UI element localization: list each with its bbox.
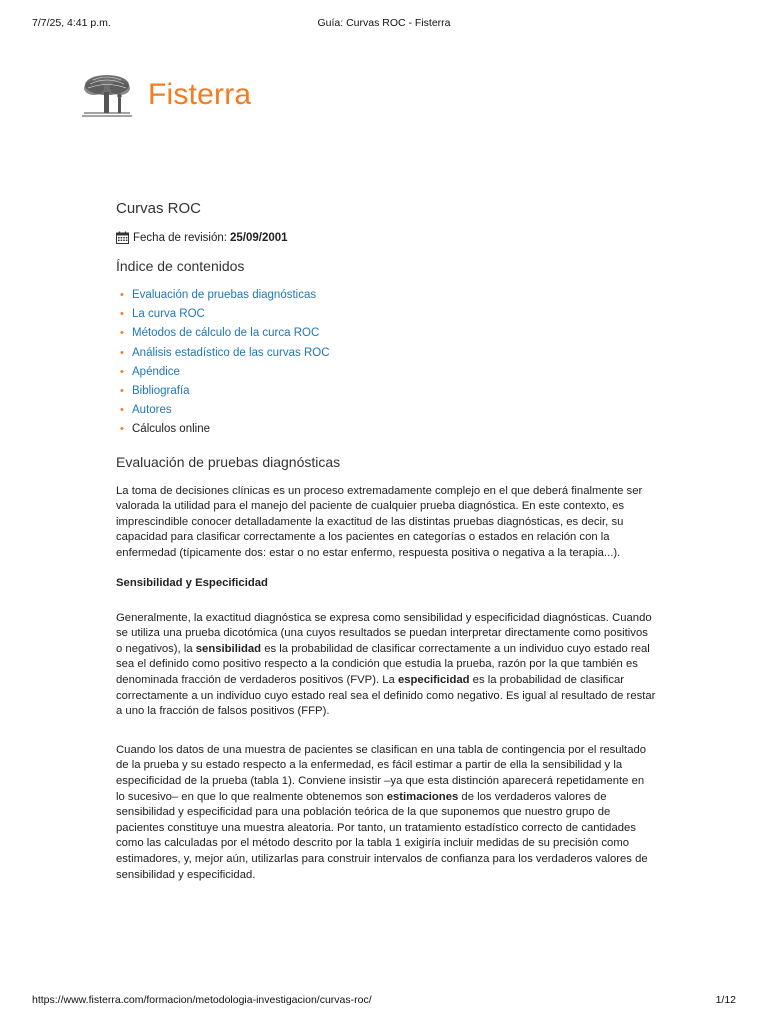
text-run: Generalmente, la exactitud diagnóstica se expresa como sensibilidad y especificidad diagnósticas. Cuando se utiliza una prueba dicotómica (una cuyos resultados se puedan interpretar directamente como positivos o negativos), la	[116, 611, 652, 655]
toc-item	[120, 401, 656, 420]
print-page-number: 1/12	[715, 994, 736, 1006]
toc-link-metodos[interactable]: Métodos de cálculo de la curca ROC	[132, 327, 320, 340]
text-run: de los verdaderos valores de sensibilidad y especificidad para una población teórica de la que suponemos que nuestro grupo de pacientes constituye una muestra aleatoria. Por tanto, un tratamiento estadístico correcto de cantidades como las calculadas por el método descrito por la tabla 1 exigiría incluir medidas de su precisión como estimadores, y, mejor aún, utilizarlas para construir intervalos de confianza para los verdaderos valores de sensibilidad y especificidad.	[116, 790, 648, 881]
toc-item	[120, 305, 656, 324]
paragraph-intro: La toma de decisiones clínicas es un proceso extremadamente complejo en el que deberá finalmente ser valorada la utilidad para el manejo del paciente de cualquier prueba diagnóstica. En este contexto, es imprescindible conocer detalladamente la exactitud de las distintas pruebas diagnósticas, es decir, su capacidad para clasificar correctamente a los pacientes en categorías o estados en relación con la enfermedad (típicamente dos: estar o no estar enfermo, respuesta positiva o negativa a la terapia...).	[116, 484, 643, 559]
toc-link-bibliografia[interactable]: Bibliografía	[132, 385, 190, 398]
print-datetime: 7/7/25, 4:41 p.m.	[32, 17, 111, 29]
print-url[interactable]: https://www.fisterra.com/formacion/metodologia-investigacion/curvas-roc/	[32, 994, 372, 1006]
toc-link-autores[interactable]: Autores	[132, 404, 172, 417]
table-of-contents	[116, 286, 656, 440]
toc-item	[120, 382, 656, 401]
article	[116, 200, 656, 883]
revision-date	[116, 231, 656, 244]
toc-link-apendice[interactable]: Apéndice	[132, 365, 180, 378]
toc-item	[120, 420, 656, 439]
term-especificidad: especificidad	[397, 673, 470, 686]
paragraph-sensibilidad	[116, 611, 656, 720]
text-run: es la probabilidad de clasificar correctamente a un individuo cuyo estado real sea el definido como negativo. Es igual al resultado de restar a uno la fracción de falsos positivos (FFP).	[116, 673, 656, 718]
term-sensibilidad: sensibilidad	[195, 642, 262, 655]
toc-item	[120, 324, 656, 343]
revision-label: Fecha de revisión:	[133, 231, 227, 244]
toc-item	[120, 363, 656, 382]
subheading-sensibilidad: Sensibilidad y Especificidad	[116, 576, 268, 589]
section-heading: Evaluación de pruebas diagnósticas	[116, 453, 341, 470]
term-estimaciones: estimaciones	[386, 790, 459, 803]
site-logo[interactable]	[80, 72, 251, 118]
text-run: Cuando los datos de una muestra de pacientes se clasifican en una tabla de contingencia por el resultado de la prueba y su estado respecto a la enfermedad, es fácil estimar a partir de ella la sensibilidad y la especificidad de la prueba (tabla 1). Conviene insistir –ya que esta distinción aparecerá repetidamente en lo sucesivo– en que lo que realmente obtenemos son	[116, 743, 647, 803]
toc-item	[120, 344, 656, 363]
print-page-title: Guía: Curvas ROC - Fisterra	[317, 17, 451, 29]
index-heading: Índice de contenidos	[116, 258, 245, 274]
paragraph-estimaciones	[116, 743, 656, 883]
toc-item	[120, 286, 656, 305]
text-run: es la probabilidad de clasificar correctamente a un individuo cuyo estado real sea el definido como positivo respecto a la condición que estudia la prueba, razón por la que también es denominada fracción de verdaderos positivos (FVP). La	[116, 642, 650, 686]
revision-value: 25/09/2001	[229, 231, 288, 244]
calendar-icon	[116, 231, 129, 244]
toc-link-curva-roc[interactable]: La curva ROC	[132, 308, 205, 321]
toc-item-calculos: Cálculos online	[132, 423, 210, 436]
brand-name: Fisterra	[148, 78, 252, 111]
elsevier-tree-icon	[80, 72, 134, 118]
toc-link-analisis[interactable]: Análisis estadístico de las curvas ROC	[132, 346, 330, 359]
page-title: Curvas ROC	[116, 200, 202, 217]
toc-link-evaluacion[interactable]: Evaluación de pruebas diagnósticas	[132, 289, 317, 301]
